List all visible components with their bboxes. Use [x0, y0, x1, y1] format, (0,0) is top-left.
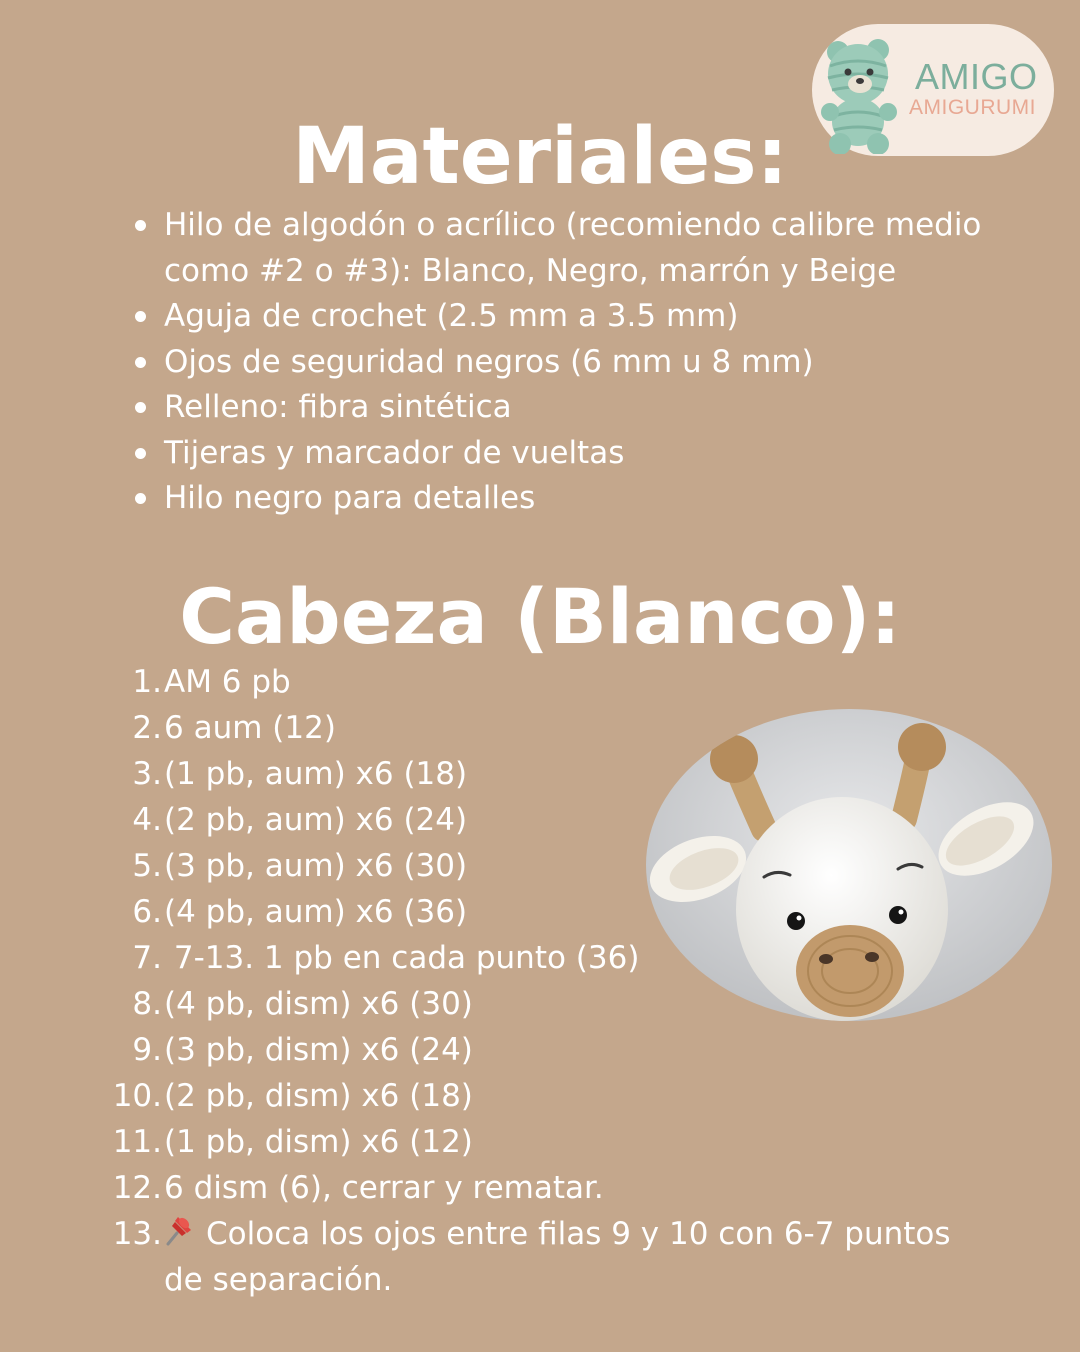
step-number: 6. — [132, 894, 162, 930]
list-item — [130, 294, 1000, 340]
step-text: (3 pb, aum) x6 (30) — [164, 848, 468, 884]
step-number: 12. — [112, 1170, 162, 1206]
bullet-icon — [135, 448, 146, 459]
materials-list — [130, 203, 1000, 522]
step-number: 8. — [132, 986, 162, 1022]
logo-text-secondary: AMIGURUMI — [909, 96, 1036, 119]
step-text: (1 pb, dism) x6 (12) — [164, 1124, 473, 1160]
step-row — [100, 1165, 1000, 1211]
bullet-icon — [135, 311, 146, 322]
step-number: 13. — [112, 1216, 162, 1252]
giraffe-amigurumi-photo — [646, 709, 1052, 1021]
materials-heading: Materiales: — [292, 112, 788, 202]
list-item — [130, 431, 1000, 477]
step-number: 11. — [112, 1124, 162, 1160]
step-text: (2 pb, dism) x6 (18) — [164, 1078, 473, 1114]
step-text: (1 pb, aum) x6 (18) — [164, 756, 468, 792]
step-number: 4. — [132, 802, 162, 838]
list-item — [130, 203, 1000, 294]
step-number: 9. — [132, 1032, 162, 1068]
head-heading: Cabeza (Blanco): — [179, 572, 901, 661]
logo-text-primary: AMIGO — [915, 56, 1038, 97]
step-text: (2 pb, aum) x6 (24) — [164, 802, 468, 838]
step-text: (3 pb, dism) x6 (24) — [164, 1032, 473, 1068]
bullet-icon — [135, 220, 146, 231]
step-text: 6 aum (12) — [164, 710, 336, 746]
list-item — [130, 340, 1000, 386]
list-item-text: Ojos de seguridad negros (6 mm u 8 mm) — [164, 343, 814, 380]
pushpin-icon — [164, 1214, 194, 1248]
list-item — [130, 385, 1000, 431]
list-item-text: Hilo de algodón o acrílico (recomiendo calibre medio como #2 o #3): Blanco, Negro, marrón y Beige — [164, 207, 982, 289]
bullet-icon — [135, 357, 146, 368]
step-number: 3. — [132, 756, 162, 792]
step-text: Coloca los ojos entre filas 9 y 10 con 6-7 puntos de separación. — [164, 1216, 951, 1298]
step-text: 6 dism (6), cerrar y rematar. — [164, 1170, 604, 1206]
step-number: 10. — [112, 1078, 162, 1114]
step-number: 1. — [132, 664, 162, 700]
step-text: (4 pb, dism) x6 (30) — [164, 986, 473, 1022]
step-row — [100, 1073, 1000, 1119]
bullet-icon — [135, 493, 146, 504]
step-row — [100, 1027, 1000, 1073]
step-text: AM 6 pb — [164, 664, 291, 700]
step-number: 5. — [132, 848, 162, 884]
step-row — [100, 1211, 1000, 1303]
step-number: 2. — [132, 710, 162, 746]
step-text: 7-13. 1 pb en cada punto (36) — [164, 940, 640, 976]
list-item-text: Relleno: fibra sintética — [164, 389, 512, 425]
step-row — [100, 659, 1000, 705]
list-item-text: Tijeras y marcador de vueltas — [164, 434, 625, 471]
step-row — [100, 1119, 1000, 1165]
list-item-text: Aguja de crochet (2.5 mm a 3.5 mm) — [164, 298, 739, 334]
list-item-text: Hilo negro para detalles — [164, 480, 536, 516]
bullet-icon — [135, 402, 146, 413]
step-number: 7. — [132, 940, 162, 976]
list-item — [130, 476, 1000, 522]
step-text: (4 pb, aum) x6 (36) — [164, 894, 468, 930]
